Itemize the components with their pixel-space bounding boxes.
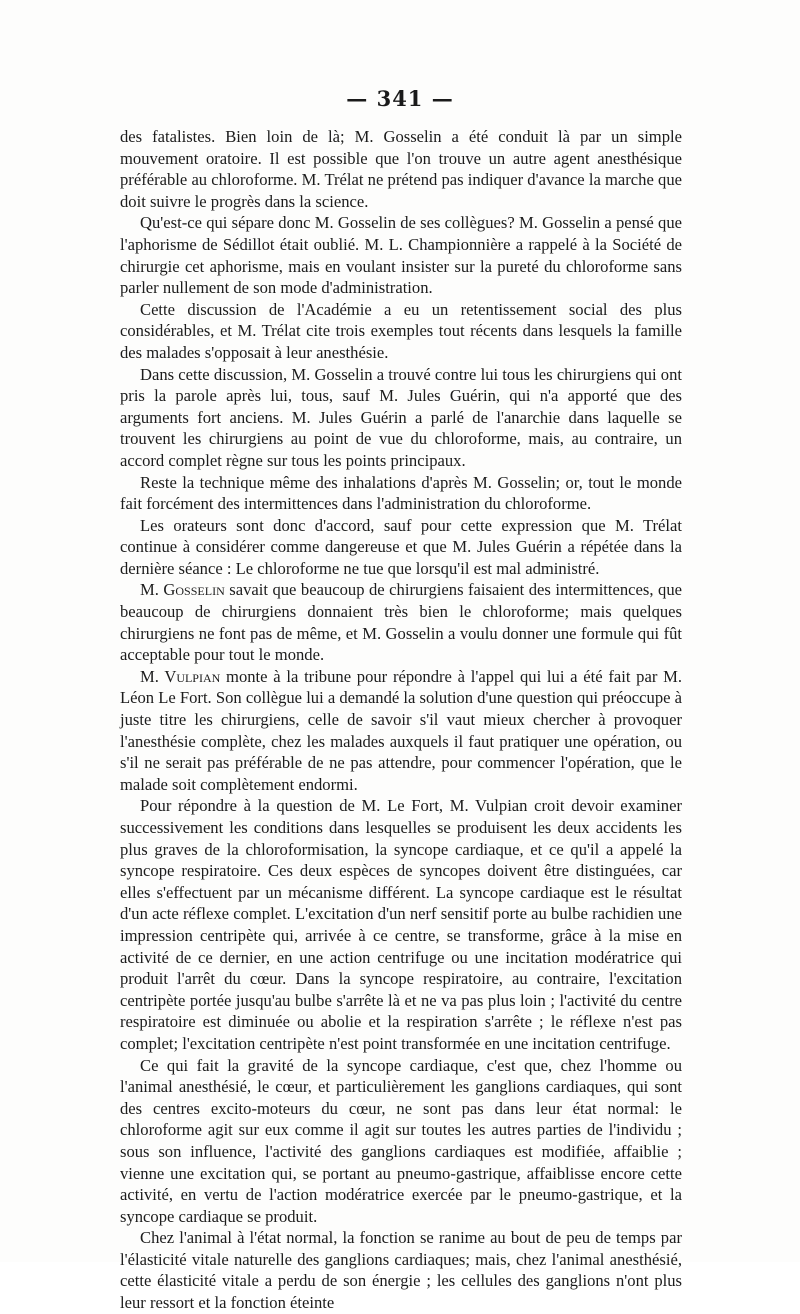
paragraph-11: Chez l'animal à l'état normal, la fonction se ranime au bout de peu de temps par l'élasticité vitale naturelle des ganglions cardiaques; mais, chez l'animal anesthésié, cette élasticité vitale a perdu de son énergie ; les cellules des ganglions n'ont plus leur ressort et la fonction éteinte: [120, 1228, 682, 1313]
paragraph-1: des fatalistes. Bien loin de là; M. Gosselin a été conduit là par un simple mouvement oratoire. Il est possible que l'on trouve un autre agent anesthésique préférable au chloroforme. M. Trélat ne prétend pas indiquer d'avance la marche que doit suivre le progrès dans la science.: [120, 127, 682, 211]
paragraph-3: Cette discussion de l'Académie a eu un retentissement social des plus considérables, et M. Trélat cite trois exemples tout récents dans lesquels la famille des malades s'opposait à leur anesthésie.: [120, 299, 682, 362]
paragraph-6: Les orateurs sont donc d'accord, sauf pour cette expression que M. Trélat continue à considérer comme dangereuse et que M. Jules Guérin a répétée dans la dernière séance : Le chloroforme ne tue que lorsqu'il est mal administré.: [120, 515, 682, 578]
paragraph-2: Qu'est-ce qui sépare donc M. Gosselin de ses collègues? M. Gosselin a pensé que l'aphorisme de Sédillot était oublié. M. L. Championnière a rappelé à la Société de chirurgie cet aphorisme, mais en voulant insister sur la pureté du chloroforme sans parler nullement de son mode d'administration.: [120, 213, 682, 298]
paragraph-7: [120, 579, 682, 665]
paragraph-9: Pour répondre à la question de M. Le Fort, M. Vulpian croit devoir examiner successivement les conditions dans lesquelles se produisent les deux accidents les plus graves de la chloroformisation, la syncope cardiaque, et ce qu'il a appelé la syncope respiratoire. Ces deux espèces de syncopes doivent être distinguées, car elles s'effectuent par un mécanisme différent. La syncope cardiaque est le résultat d'un acte réflexe complet. L'excitation d'un nerf sensitif porte au bulbe rachidien une impression centripète qui, arrivée à ce centre, se transforme, grâce à la mise en activité de ce dernier, en une action centrifuge ou une incitation modératrice qui produit l'arrêt du cœur. Dans la syncope respiratoire, au contraire, l'excitation centripète portée jusqu'au bulbe s'arrête là et ne va pas plus loin ; l'activité du centre respiratoire est diminuée ou abolie et la respiration s'arrête ; le réflexe n'est pas complet; l'excitation centripète n'est point transformée en une incitation centrifuge.: [120, 796, 682, 1053]
paragraph-4: Dans cette discussion, M. Gosselin a trouvé contre lui tous les chirurgiens qui ont pris la parole après lui, tous, sauf M. Jules Guérin, qui n'a apporté que des arguments fort anciens. M. Jules Guérin a parlé de l'anarchie dans laquelle se trouvent les chirurgiens au point de vue du chloroforme, mais, au contraire, un accord complet règne sur tous les points principaux.: [120, 364, 682, 470]
paragraph-7-text: savait que beaucoup de chirurgiens faisaient des intermittences, que beaucoup de chirurgiens donnaient très bien le chloroforme; mais quelques chirurgiens ne font pas de même, et M. Gosselin a voulu donner une formule qui fût acceptable pour tout le monde.: [120, 580, 682, 665]
paragraph-8-text: monte à la tribune pour répondre à l'appel qui lui a été fait par M. Léon Le Fort. Son collègue lui a demandé la solution d'une question qui préoccupe à juste titre les chirurgiens, celle de savoir s'il vaut mieux chercher à provoquer l'anesthésie complète, chez les malades auxquels il faut pratiquer une opération, ou s'il ne serait pas préférable de ne pas attendre, pour commencer l'opération, que le malade soit complètement endormi.: [120, 666, 683, 794]
paragraph-8: [120, 666, 682, 796]
paragraph-10: Ce qui fait la gravité de la syncope cardiaque, c'est que, chez l'homme ou l'animal anesthésié, le cœur, et particulièrement les ganglions cardiaques, qui sont des centres excito-moteurs du cœur, ne sont pas dans leur état normal: le chloroforme agit sur eux comme il agit sur toutes les autres parties de l'individu ; sous son influence, l'activité des ganglions cardiaques est modifiée, affaiblie ; vienne une excitation qui, se portant au pneumo-gastrique, affaiblisse encore cette activité, en vertu de l'action modératrice exercée par le pneumo-gastrique, et la syncope cardiaque se produit.: [120, 1055, 682, 1226]
paragraph-5: Reste la technique même des inhalations d'après M. Gosselin; or, tout le monde fait forcément des intermittences dans l'administration du chloroforme.: [120, 472, 682, 514]
speaker-name: M. Vulpian: [140, 666, 221, 686]
body-text: [120, 126, 682, 1314]
page-number: — 341 —: [346, 86, 454, 111]
speaker-name: M. Gosselin: [140, 580, 225, 600]
